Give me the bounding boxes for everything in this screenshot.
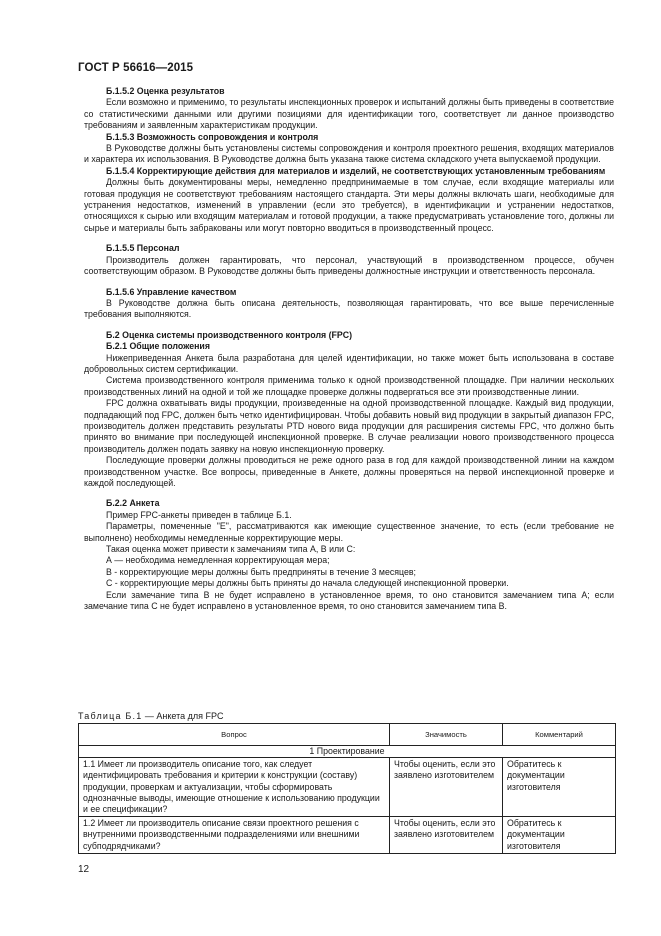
comment-cell: Обратитесь к документации изготовителя	[503, 758, 616, 817]
comment-cell: Обратитесь к документации изготовителя	[503, 817, 616, 854]
list-item: В - корректирующие меры должны быть предприняты в течение 3 месяцев;	[106, 566, 416, 577]
section-heading: Б.1.5.6 Управление качеством	[106, 286, 237, 297]
table-section-row	[79, 746, 616, 758]
section-heading: Б.2.2 Анкета	[106, 498, 160, 509]
document-body	[84, 86, 614, 612]
paragraph: В Руководстве должна быть описана деятельность, позволяющая гарантировать, что все выше перечисленные требования выполняются.	[84, 297, 614, 320]
list-item: С - корректирующие меры должны быть приняты до начала следующей инспекционной проверки.	[106, 578, 509, 589]
section-heading: Б.1.5.3 Возможность сопровождения и контроля	[106, 131, 319, 142]
paragraph: В Руководстве должны быть установлены системы сопровождения и контроля проектного решения, входящих материалов и характера их использования. В Руководстве должна быть указана также система складского учета выпускаемой продукции.	[84, 143, 614, 165]
table-caption-prefix: Таблица Б.1	[78, 711, 143, 721]
fpc-questionnaire-table	[78, 723, 616, 854]
paragraph: Если замечание типа В не будет исправлено в установленное время, то оно становится замечанием типа А; если замечание типа С не будет исправлено в установленное время, то оно становится замечанием типа В.	[84, 589, 614, 612]
section-heading: Б.1.5.5 Персонал	[106, 243, 180, 254]
paragraph: Система производственного контроля применима только к одной производственной площадке. При наличии нескольких производственных линий на одной и той же площадке проверке должны подвергаться все эти производственные линии.	[84, 375, 614, 397]
section-heading: Б.2 Оценка системы производственного контроля (FPC)	[106, 329, 353, 340]
section-cell: 1 Проектирование	[79, 746, 616, 758]
table-row	[79, 758, 616, 817]
document-header: ГОСТ Р 56616—2015	[78, 62, 194, 74]
paragraph: FPC должна охватывать виды продукции, произведенные на одной производственной площадке. Каждый вид продукции, подпадающий под FPC, должен быть четко идентифицирован. Чтобы добавить новый вид продукции в закрытый диапазон FPC, производитель должен представить результаты PTD нового вида продукции для расширения системы FPC, что должно быть принято во внимание при последующей инспекционной проверке. В случае реализации нового производственного процесса производитель должен подать заявку на новую инспекционную проверку.	[84, 398, 614, 454]
table-caption-title: — Анкета для FPC	[142, 711, 224, 721]
column-header-significance: Значимость	[390, 724, 503, 746]
significance-cell: Чтобы оценить, если это заявлено изготовителем	[390, 817, 503, 854]
table-caption	[78, 711, 224, 721]
significance-cell: Чтобы оценить, если это заявлено изготовителем	[390, 758, 503, 817]
paragraph: Производитель должен гарантировать, что персонал, участвующий в производственном процессе, обучен соответствующим образом. В Руководстве должны быть приведены должностные инструкции и ответственность персонала.	[84, 254, 614, 277]
paragraph: Если возможно и применимо, то результаты инспекционных проверок и испытаний должны быть приведены в соответствие со статистическими данными или другими позициями для идентификации того, соответствует ли данное производство требованиям и заявленным характеристикам продукции.	[84, 97, 614, 131]
paragraph: Нижеприведенная Анкета была разработана для целей идентификации, но также может быть использована в составе добровольных систем сертификации.	[84, 352, 614, 374]
paragraph: Должны быть документированы меры, немедленно предпринимаемые в том случае, если входящие материалы или готовая продукция не соответствуют требованиям настоящего стандарта. Эти меры должны включать шаги, необходимые для устранения недостатков, изменений в управлении (если это требуется), в идентификации и устранении недостатков, относящихся к сырью или входящим материалам и готовой продукции, а также предусматривать установление того, должны ли сырье и материалы быть забракованы или могут повторно вводиться в производственный процесс.	[84, 177, 614, 233]
question-cell: 1.2 Имеет ли производитель описание связи проектного решения с внутренними производственными подразделениями или внешними субподрядчиками?	[79, 817, 390, 854]
section-heading: Б.1.5.4 Корректирующие действия для материалов и изделий, не соответствующих установленным требованиям	[106, 165, 606, 176]
paragraph: Последующие проверки должны проводиться не реже одного раза в год для каждой производственной линии на каждом производственном участке. Все вопросы, приведенные в Анкете, должны проверяться на первой инспекционной проверке и каждой последующей.	[84, 455, 614, 488]
column-header-comment: Комментарий	[503, 724, 616, 746]
page-number: 12	[78, 864, 90, 875]
section-heading: Б.1.5.2 Оценка результатов	[106, 86, 225, 96]
question-cell: 1.1 Имеет ли производитель описание того, как следует идентифицировать требования и критерии к конструкции (составу) продукции, проверкам и актуализации, чтобы сформировать однозначные выводы, имеющие отношение к использованию продукции и ее спецификации?	[79, 758, 390, 817]
table-row	[79, 817, 616, 854]
list-item: А — необходима немедленная корректирующая мера;	[106, 555, 330, 566]
paragraph: Такая оценка может привести к замечаниям типа А, В или С:	[106, 544, 356, 555]
paragraph: Параметры, помеченные "Е", рассматриваются как имеющие существенное значение, то есть (если требование не выполнено) необходимы немедленные корректирующие меры.	[84, 521, 614, 543]
table-header-row	[79, 724, 616, 746]
column-header-question: Вопрос	[79, 724, 390, 746]
subsection-heading: Б.2.1 Общие положения	[106, 341, 210, 352]
paragraph: Пример FPC-анкеты приведен в таблице Б.1.	[106, 509, 292, 520]
